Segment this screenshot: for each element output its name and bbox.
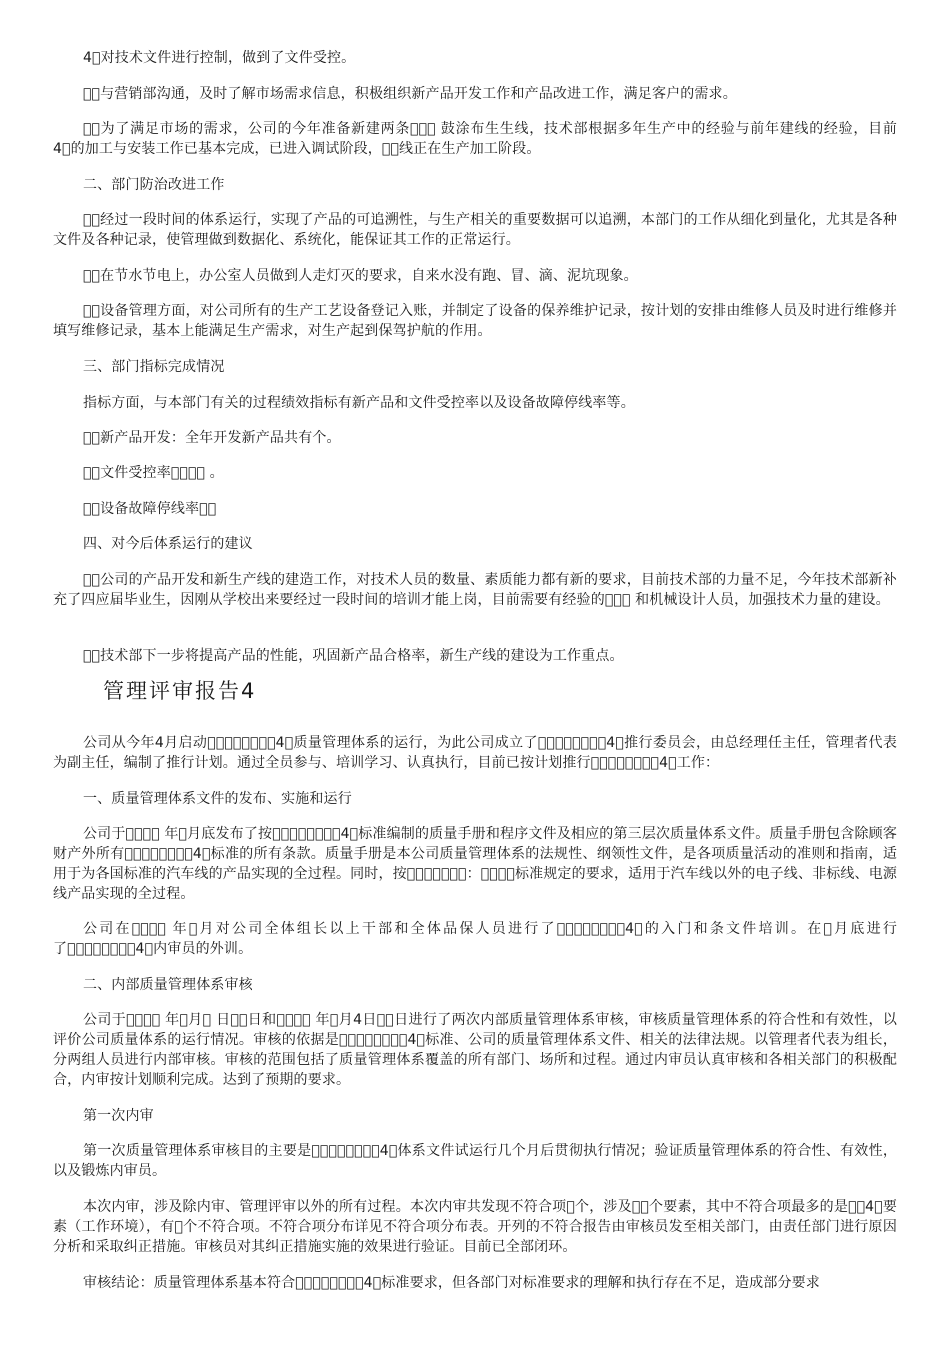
section-heading-internal-audit: 二、内部质量管理体系审核 <box>83 977 253 993</box>
paragraph-qms-launch: 公司从今年4月启动        4 质量管理体系的运行，为此公司成立了        4 推行委员会，由总经理任主任，管理者代表为副主任，编制了推行计划。通过全员参与、培训学习、认真执行，目前已按计划推行        4 工作： <box>53 735 897 771</box>
section-heading-first-audit: 第一次内审 <box>83 1108 154 1124</box>
paragraph-traceability:   经过一段时间的体系运行，实现了产品的可追溯性，与生产相关的重要数据可以追溯，本部门的工作从细化到量化，尤其是各种文件及各种记录，使管理做到数据化、系统化，能保证其工作的正常运行。 <box>53 212 897 248</box>
paragraph-audit-overview: 公司于     年 月  日  日和     年 月4日  日进行了两次内部质量管理体系审核，审核质量管理体系的符合性和有效性，以评价公司质量体系的运行情况。审核的依据是        4 标准、公司的质量管理体系文件、相关的法律法规。以管理者代表为组长，分两组人员进行内部审核。审核的范围包括了质量管理体系覆盖的所有部门、场所和过程。通过内审员认真审核和各相关部门的积极配合，内审按计划顺利完成。达到了预期的要求。 <box>53 1012 897 1088</box>
section-heading-qms-documents: 一、质量管理体系文件的发布、实施和运行 <box>83 791 352 807</box>
section-heading-suggestions: 四、对今后体系运行的建议 <box>83 536 253 552</box>
paragraph-staffing-suggestion:   公司的产品开发和新生产线的建造工作，对技术人员的数量、素质能力都有新的要求，目前技术部的力量不足，今年技术部新补充了四应届毕业生，因刚从学校出来要经过一段时间的培训才能上岗，目前需要有经验的    和机械设计人员，加强技术力量的建设。 <box>53 572 897 608</box>
paragraph-saving-water-power:   在节水节电上，办公室人员做到人走灯灭的要求，自来水没有跑、冒、滴、泥坑现象。 <box>83 268 638 284</box>
paragraph-training: 公司在     年 月对公司全体组长以上干部和全体品保人员进行了        4 的入门和条文件培训。在 月底进行了        4 内审员的外训。 <box>53 921 897 957</box>
paragraph-new-product-count:   新产品开发：全年开发新产品共有个。 <box>83 430 341 446</box>
section-heading-indicators: 三、部门指标完成情况 <box>83 359 225 375</box>
paragraph-audit-findings: 本次内审，涉及除内审、管理评审以外的所有过程。本次内审共发现不符合项 个，涉及  个要素，其中不符合项最多的是  4 要素（工作环境），有 个不符合项。不符合项分布详见不符合项分布表。开列的不符合报告由审核员发至相关部门，由责任部门进行原因分析和采取纠正措施。审核员对其纠正措施实施的效果进行验证。目前已全部闭环。 <box>53 1199 897 1255</box>
paragraph-quality-manual: 公司于     年 月底发布了按        4 标准编制的质量手册和程序文件及相应的第三层次质量体系文件。质量手册包含除顾客财产外所有        4 标准的所有条款。质量手册是本公司质量管理体系的法规性、纲领性文件，是各项质量活动的准则和指南，适用于为各国标准的汽车线的产品实现的全过程。同时，按       ：    标准规定的要求，适用于汽车线以外的电子线、非标线、电源线产品实现的全过程。 <box>53 826 898 902</box>
paragraph-equipment-management:   设备管理方面，对公司所有的生产工艺设备登记入账，并制定了设备的保养维护记录，按计划的安排由维修人员及时进行维修并填写维修记录，基本上能满足生产需求，对生产起到保驾护航的作用。 <box>53 303 897 339</box>
paragraph-new-production-lines:   为了满足市场的需求，公司的今年准备新建两条    鼓涂布生生线，技术部根据多年生产中的经验与前年建线的经验，目前4 的加工与安装工作已基本完成，已进入调试阶段，  线正在生产加工阶段。 <box>53 121 897 157</box>
paragraph-audit-conclusion: 审核结论：质量管理体系基本符合        4 标准要求，但各部门对标准要求的理解和执行存在不足，造成部分要求 <box>83 1275 820 1291</box>
paragraph-document-control-rate:   文件受控率     。 <box>83 465 224 481</box>
paragraph-document-control: 4 对技术文件进行控制，做到了文件受控。 <box>83 50 356 66</box>
paragraph-first-audit-purpose: 第一次质量管理体系审核目的主要是        4 体系文件试运行几个月后贯彻执行情况；验证质量管理体系的符合性、有效性，以及锻炼内审员。 <box>53 1143 897 1179</box>
paragraph-equipment-downtime:   设备故障停线率   <box>83 501 217 517</box>
report-title: 管理评审报告4 <box>103 679 257 703</box>
paragraph-next-focus:   技术部下一步将提高产品的性能，巩固新产品合格率，新生产线的建设为工作重点。 <box>83 648 624 664</box>
paragraph-market-communication:   与营销部沟通，及时了解市场需求信息，积极组织新产品开发工作和产品改进工作，满足客户的需求。 <box>83 86 737 102</box>
paragraph-indicators-intro: 指标方面，与本部门有关的过程绩效指标有新产品和文件受控率以及设备故障停线率等。 <box>83 395 635 411</box>
section-heading-improvement: 二、部门防治改进工作 <box>83 177 225 193</box>
